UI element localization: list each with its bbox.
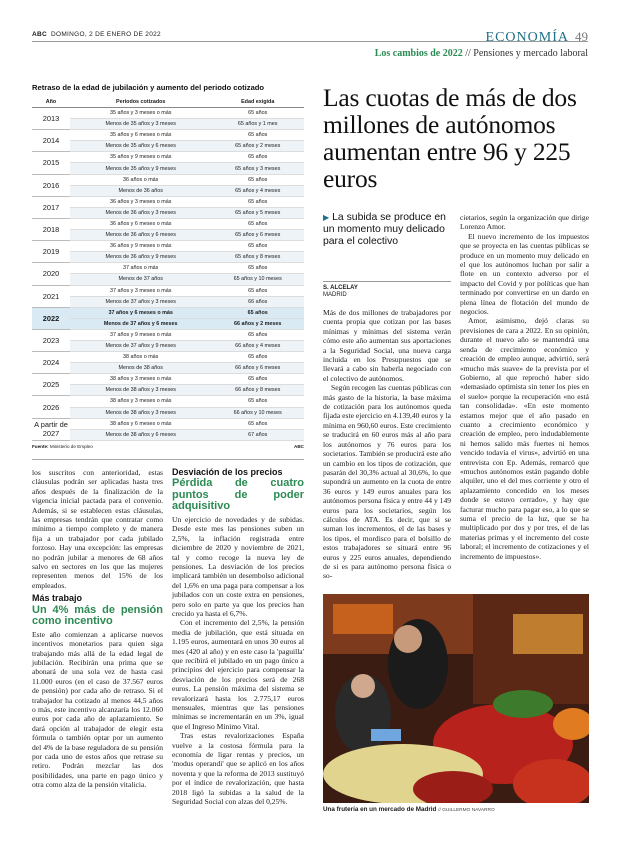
table-age: 65 años y 4 meses [211, 185, 304, 196]
table-period: Menos de 38 años [70, 363, 211, 374]
retirement-table [32, 83, 304, 449]
c4-p3: Amor, asimismo, dejó claras su previsiones de cara a 2022. En su opinión, durante el nuevo año se mantendrá una senda de crecimiento económico y creación de empleo aunque, advirtió, será «mucho más suave» de la prevista por el Gobierno, al que reprochó haber sido «demasiado optimista sin tener los pies en el suelo» porque la recuperación «no está tan consolidada». «En este momento estamos mejor que el año pasado en cuanto a crecimiento económico y creación de empleo, pero indudablemente ni hemos salido más fuertes ni hemos vencido todavía el virus», advirtió en una entrevista con Ep. Además, remarcó que «muchos autónomos están pagando doble alquiler, uno el del mes corriente y otro el aplazamiento concedido en los meses donde se estuvo cerrado», y hay que facturar mucho para pagar eso, a lo que se suma el precio de la luz, que se ha multiplicado por dos y por tres, el de las materias primas y el incremento del coste laboral; el incremento de cotizaciones y el incremento de impuestos». [460, 316, 589, 561]
table-row [32, 152, 304, 163]
table-row [32, 374, 304, 385]
table-period: 36 años y 3 meses o más [70, 196, 211, 207]
table-year: 2022 [32, 307, 70, 329]
table-age: 65 años y 3 meses [211, 163, 304, 174]
table-row [32, 119, 304, 130]
table-period: Menos de 36 años y 9 meses [70, 252, 211, 263]
table-year: 2026 [32, 396, 70, 418]
c3-p1: Más de dos millones de trabajadores por cuenta propia que cotizan por las bases mínimas y mínimas del sistema verán cómo este año aumentan sus aportaciones a la Seguridad Social, una nueva carga incluida en los Presupuestos que se llevará a cabo sin haberla negociado con el colectivo de autónomos. [323, 308, 451, 383]
table-row [32, 218, 304, 229]
photo-credit: // GUILLERMO NAVARRO [438, 808, 495, 813]
table-age: 65 años [211, 329, 304, 340]
photo-caption [323, 806, 589, 813]
table-row [32, 274, 304, 285]
table-age: 65 años [211, 285, 304, 296]
table-period: Menos de 36 años y 6 meses [70, 230, 211, 241]
table-row [32, 108, 304, 119]
table-bottom-rule [32, 459, 304, 460]
table-age: 66 años [211, 296, 304, 307]
c2-p2: Con el incremento del 2,5%, la pensión media de jubilación, que está situada en 1.195 euros, aumentará en unos 30 euros al mes (420 al año) y en este caso la 'paguilla' que recibirá el jubilado en un pago único a principios del ejercicio para compensar la desviación de los precios será de 268 euros. La pensión máxima del sistema se revalorizará hasta los 2.775,17 euros mensuales, mientras que las pensiones mínimas se incrementarán en un 3%, igual que el Ingreso Mínimo Vital. [172, 618, 304, 731]
table-year: 2016 [32, 174, 70, 196]
byline [323, 281, 451, 298]
table-row [32, 307, 304, 318]
table-period: 35 años y 6 meses o más [70, 130, 211, 141]
table-age: 65 años y 6 meses [211, 230, 304, 241]
table-year: 2015 [32, 152, 70, 174]
table-period: 38 años y 6 meses o más [70, 418, 211, 429]
table-row [32, 241, 304, 252]
market-photo [323, 594, 589, 803]
subsection [375, 48, 588, 59]
table-age: 66 años y 8 meses [211, 385, 304, 396]
table-age: 66 años y 4 meses [211, 340, 304, 351]
table-period: 38 años o más [70, 352, 211, 363]
header-rule [32, 41, 588, 42]
table-age: 65 años [211, 263, 304, 274]
table-year: 2017 [32, 196, 70, 218]
c1-green-title: Un 4% más de pensión como incentivo [32, 603, 163, 628]
page-header-left [32, 31, 161, 38]
table-period: 38 años y 3 meses o más [70, 374, 211, 385]
table-row [32, 407, 304, 418]
table-row [32, 141, 304, 152]
table-period: Menos de 36 años [70, 185, 211, 196]
table-age: 67 años [211, 429, 304, 440]
c1-body: Este año comienzan a aplicarse nuevos incentivos monetarios para quien siga trabajando más allá de la edad legal de jubilación. Recibirán una prima que se abonará de una sola vez de hasta casi 11.000 euros (en el caso de 37.567 euros de pensión) por cada año de retraso. Si el trabajador ha cotizado al menos 44,5 años o más, este incentivo alcanzaría los 12.060 euros por cada año de aplazamiento. Se dará opción al trabajador de elegir esta fórmula o también optar por un aumento del 4% de la base reguladora de su pensión por cada uno de estos años que retrase su retiro. Podrán mezclar las dos posibilidades, una parte en pago único y otra como alza de la pensión vitalicia. [32, 629, 163, 790]
col-periods: Periodos cotizados [70, 98, 211, 108]
table-age: 65 años y 8 meses [211, 252, 304, 263]
table-period: 37 años y 9 meses o más [70, 329, 211, 340]
table-row [32, 174, 304, 185]
table-period: Menos de 35 años y 9 meses [70, 163, 211, 174]
table-age: 66 años y 10 meses [211, 407, 304, 418]
table-age: 65 años [211, 307, 304, 318]
table-period: 37 años o más [70, 263, 211, 274]
table-row [32, 385, 304, 396]
table-age: 65 años [211, 396, 304, 407]
table-row [32, 263, 304, 274]
table-row [32, 329, 304, 340]
column-4 [460, 213, 589, 561]
table-age: 65 años [211, 218, 304, 229]
column-3 [323, 308, 451, 581]
table-period: 35 años y 9 meses o más [70, 152, 211, 163]
table-period: 35 años y 3 meses o más [70, 108, 211, 119]
fruit-stand-illustration [323, 594, 589, 803]
table-period: Menos de 35 años y 6 meses [70, 141, 211, 152]
table-footer [32, 444, 304, 449]
section-name: ECONOMÍA [485, 30, 569, 45]
c2-p1: Un ejercicio de novedades y de subidas. Desde este mes las pensiones suben un 2,5%, la inflación registrada entre diciembre de 2020 y noviembre de 2021, tal y como recoge la nueva ley de pensiones. La desviación de los precios implicará también un desembolso adicional del 1,6% en una paga para compensar a los jubilados con un coste extra en pensiones, pero solo en parte ya que los precios han crecido ya hasta el 6,7%. [172, 514, 304, 618]
table-year: 2013 [32, 108, 70, 130]
lead-text: La subida se produce en un momento muy delicado para el colectivo [323, 212, 446, 248]
table-row [32, 429, 304, 440]
table-grid [32, 98, 304, 441]
c3-p2: Según recogen las cuentas públicas con más gasto de la historia, la base máxima de cotización para los autónomos queda fijada este ejercicio en 4.139,40 euros y la mínima en 960,60 euros. Este crecimiento se traducirá en 60 euros más al año para los autónomos y 76 euros para los societarios. También se producirá este año un cambio en los tipos de cotización, que pasarán del 30,3% actual al 30,6%, lo que supondrá un aumento en la cuota de entre 36 euros y 149 euros anuales para los autónomos persona física y entre 44 y 149 euros para los societarios, según los cálculos de ATA. Es decir, que si se suman los incrementos, el de las bases y los tipos, el mordisco para el bolsillo de estos trabajadores se situará entre 96 euros y 225 euros anuales, dependiendo de si es para autónomo persona física o so- [323, 383, 451, 581]
table-period: Menos de 37 años y 6 meses [70, 318, 211, 329]
table-row [32, 252, 304, 263]
lead [323, 212, 451, 249]
col-age: Edad exigida [211, 98, 304, 108]
table-row [32, 130, 304, 141]
table-age: 65 años y 5 meses [211, 207, 304, 218]
table-age: 66 años y 2 meses [211, 318, 304, 329]
author: S. ALCELAY [323, 285, 358, 291]
table-row [32, 318, 304, 329]
source-label: Fuente: [32, 443, 49, 449]
date: DOMINGO, 2 DE ENERO DE 2022 [50, 31, 161, 38]
table-age: 65 años [211, 196, 304, 207]
table-age: 65 años [211, 130, 304, 141]
table-row [32, 396, 304, 407]
location: MADRID [323, 292, 347, 298]
subsection-green: Los cambios de 2022 [374, 48, 463, 59]
table-age: 65 años [211, 374, 304, 385]
table-age: 65 años [211, 108, 304, 119]
table-age: 65 años y 2 meses [211, 141, 304, 152]
triangle-bullet-icon: ▶ [323, 213, 330, 222]
table-row [32, 352, 304, 363]
column-1 [32, 468, 163, 790]
table-year: 2025 [32, 374, 70, 396]
table-row [32, 163, 304, 174]
table-year: 2019 [32, 241, 70, 263]
c2-p3: Tras estas revalorizaciones España vuelve a la costosa fórmula para la economía de ligar rentas y precios, un 'modus operandi' que se aplicó en los años noventa y que la reforma de 2013 sustituyó por el índice de revalorización, que hasta 2018 ligó la subidas a la salud de la Seguridad Social con alzas del 0,25%. [172, 731, 304, 807]
table-row [32, 340, 304, 351]
table-period: 37 años y 3 meses o más [70, 285, 211, 296]
table-period: 36 años y 9 meses o más [70, 241, 211, 252]
table-year: A partir de 2027 [32, 418, 70, 440]
table-row [32, 185, 304, 196]
table-year: 2023 [32, 329, 70, 351]
table-year: 2018 [32, 218, 70, 240]
table-row [32, 230, 304, 241]
table-age: 65 años [211, 352, 304, 363]
c4-p1: cietarios, según la organización que dirige Lorenzo Amor. [460, 213, 589, 232]
table-age: 65 años y 10 meses [211, 274, 304, 285]
headline: Las cuotas de más de dos millones de autónomos aumentan entre 96 y 225 euros [323, 83, 577, 193]
c2-green-title: Pérdida de cuatro puntos de poder adquisitivo [172, 477, 304, 513]
column-2 [172, 468, 304, 807]
table-row [32, 196, 304, 207]
table-period: Menos de 36 años y 3 meses [70, 207, 211, 218]
table-row [32, 285, 304, 296]
c1-subhead: Más trabajo [32, 593, 83, 604]
table-age: 65 años y 1 mes [211, 119, 304, 130]
table-year: 2014 [32, 130, 70, 152]
table-source: Ministerio de Empleo [49, 443, 93, 449]
table-period: 36 años y 6 meses o más [70, 218, 211, 229]
table-age: 66 años y 6 meses [211, 363, 304, 374]
table-row [32, 363, 304, 374]
table-credit: ABC [294, 443, 304, 449]
table-row [32, 207, 304, 218]
table-period: 38 años y 3 meses o más [70, 396, 211, 407]
table-period: 37 años y 6 meses o más [70, 307, 211, 318]
brand: ABC [32, 31, 47, 38]
table-year: 2020 [32, 263, 70, 285]
table-age: 65 años [211, 152, 304, 163]
table-period: Menos de 38 años y 3 meses [70, 407, 211, 418]
table-age: 65 años [211, 241, 304, 252]
table-period: Menos de 37 años [70, 274, 211, 285]
table-period: 36 años o más [70, 174, 211, 185]
page-number: 49 [575, 29, 588, 44]
table-year: 2024 [32, 352, 70, 374]
subsection-rest: // Pensiones y mercado laboral [465, 48, 588, 59]
table-period: Menos de 37 años y 9 meses [70, 340, 211, 351]
table-row [32, 418, 304, 429]
table-period: Menos de 38 años y 3 meses [70, 385, 211, 396]
c2-subhead: Desviación de los precios [172, 467, 283, 477]
c4-p2: El nuevo incremento de los impuestos que se proyecta en las cuentas públicas se produce en un momento muy delicado en el que los autónomos luchan por salir a flote en un contexto adverso por el impacto del Covid y por políticas que han terminado por convertirse en un dardo en plena línea de flotación del mundo de negocios. [460, 231, 589, 317]
c1-intro: los suscritos con anterioridad, estas cláusulas podrán ser aplicadas hasta tres años después de la finalización de la vigencia inicial pactada para el convenio. Además, si se establecen estas cláusulas, las empresas tendrán que contratar como mínimo a tiempo completo y de manera fija a un trabajador por cada jubilado forzoso. Hay una excepción: las empresas no podrán jubilar a menores de 68 años salvo en sectores en los que las mujeres representen menos del 15% de los empleados. [32, 468, 163, 590]
table-period: Menos de 37 años y 3 meses [70, 296, 211, 307]
caption-text: Una frutería en un mercado de Madrid [323, 806, 437, 813]
table-body [32, 108, 304, 441]
table-year: 2021 [32, 285, 70, 307]
table-period: Menos de 35 años y 3 meses [70, 119, 211, 130]
table-age: 65 años [211, 174, 304, 185]
table-age: 65 años [211, 418, 304, 429]
table-title: Retraso de la edad de jubilación y aumento del periodo cotizado [32, 83, 265, 92]
col-year: Año [32, 98, 70, 108]
table-period: Menos de 38 años y 6 meses [70, 429, 211, 440]
table-row [32, 296, 304, 307]
page-header-right [486, 28, 588, 46]
